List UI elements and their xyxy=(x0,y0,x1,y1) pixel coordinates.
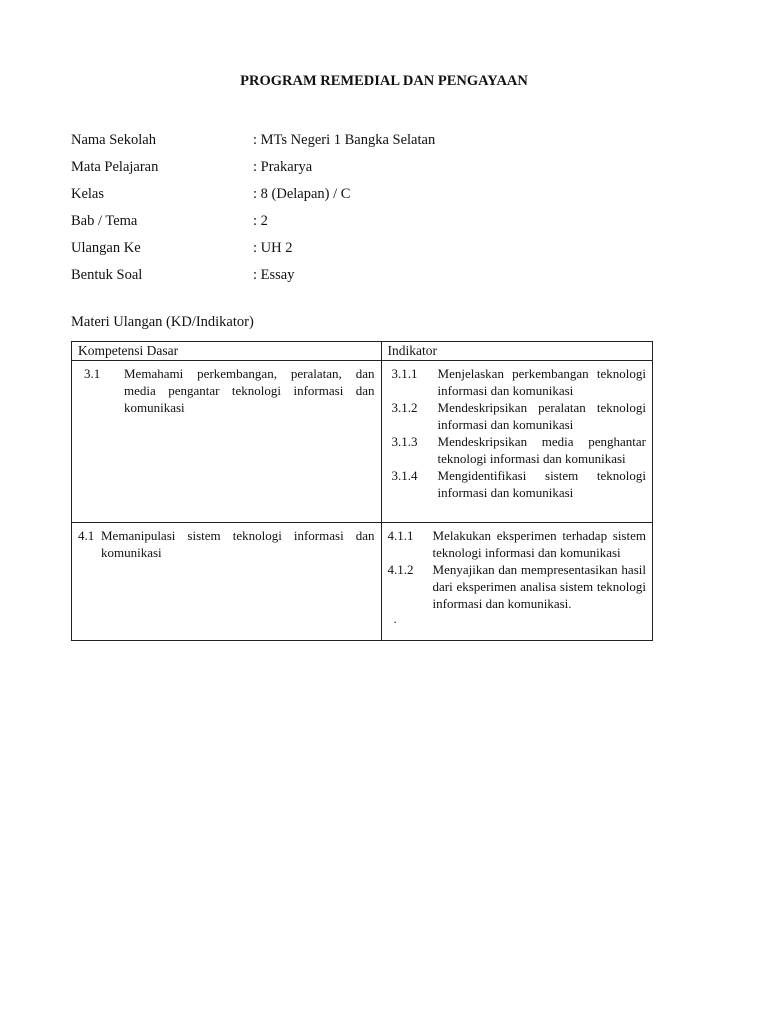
indicator-number: 4.1.1 xyxy=(387,528,414,543)
indicator-item xyxy=(388,399,646,433)
kd-item xyxy=(84,365,375,416)
kd-cell xyxy=(72,361,382,523)
header-indikator: Indikator xyxy=(381,342,652,361)
indicator-item xyxy=(388,467,646,501)
info-value: : 2 xyxy=(253,213,268,229)
competency-table xyxy=(71,341,653,641)
indicator-text: Mendeskripsikan media penghantar teknologi informasi dan komunikasi xyxy=(437,434,646,466)
info-row-school xyxy=(71,127,671,154)
info-row-chapter xyxy=(71,208,671,235)
kd-number: 4.1 xyxy=(78,528,95,543)
kd-cell xyxy=(72,523,382,641)
info-label: Nama Sekolah xyxy=(71,132,156,148)
info-row-class xyxy=(71,181,671,208)
info-value: : UH 2 xyxy=(253,240,293,256)
info-label: Kelas xyxy=(71,186,105,202)
info-label: Bab / Tema xyxy=(71,213,138,229)
indicator-item xyxy=(388,561,646,612)
table-row xyxy=(72,523,653,641)
kd-text: Memanipulasi sistem teknologi informasi dan komunikasi xyxy=(101,528,375,560)
indicator-item xyxy=(388,365,646,399)
table-header-row xyxy=(72,342,653,361)
indicator-item xyxy=(388,527,646,561)
info-row-exam xyxy=(71,235,671,262)
indicator-number: 3.1.3 xyxy=(391,434,418,449)
indicator-cell xyxy=(381,361,652,523)
indicator-text: Melakukan eksperimen terhadap sistem teknologi informasi dan komunikasi xyxy=(432,528,646,560)
info-label: Mata Pelajaran xyxy=(71,159,159,175)
section-label: Materi Ulangan (KD/Indikator) xyxy=(71,314,254,330)
document-title: PROGRAM REMEDIAL DAN PENGAYAAN xyxy=(240,73,528,89)
info-row-question-type xyxy=(71,262,671,289)
kd-item xyxy=(78,527,375,561)
info-section xyxy=(71,127,671,289)
info-label: Ulangan Ke xyxy=(71,240,141,256)
indicator-text: Mengidentifikasi sistem teknologi informasi dan komunikasi xyxy=(437,468,646,500)
indicator-number: 4.1.2 xyxy=(387,562,414,577)
table-row xyxy=(72,361,653,523)
kd-text: Memahami perkembangan, peralatan, dan media pengantar teknologi informasi dan komunikasi xyxy=(124,366,375,415)
indicator-text: Menyajikan dan mempresentasikan hasil dari eksperimen analisa sistem teknologi informasi dan komunikasi. xyxy=(432,562,646,611)
header-kompetensi-dasar: Kompetensi Dasar xyxy=(72,342,382,361)
info-label: Bentuk Soal xyxy=(71,267,143,283)
info-value: : Prakarya xyxy=(253,159,313,175)
indicator-text: Mendeskripsikan peralatan teknologi informasi dan komunikasi xyxy=(437,400,646,432)
indicator-number: 3.1.2 xyxy=(391,400,418,415)
info-value: : Essay xyxy=(253,267,295,283)
indicator-text: Menjelaskan perkembangan teknologi informasi dan komunikasi xyxy=(437,366,646,398)
indicator-number: 3.1.4 xyxy=(391,468,418,483)
info-value: : MTs Negeri 1 Bangka Selatan xyxy=(253,132,436,148)
info-value: : 8 (Delapan) / C xyxy=(253,186,351,202)
trailing-dot: . xyxy=(393,611,397,626)
indicator-number: 3.1.1 xyxy=(391,366,418,381)
indicator-item xyxy=(388,433,646,467)
kd-number: 3.1 xyxy=(84,366,101,381)
info-row-subject xyxy=(71,154,671,181)
indicator-cell xyxy=(381,523,652,641)
